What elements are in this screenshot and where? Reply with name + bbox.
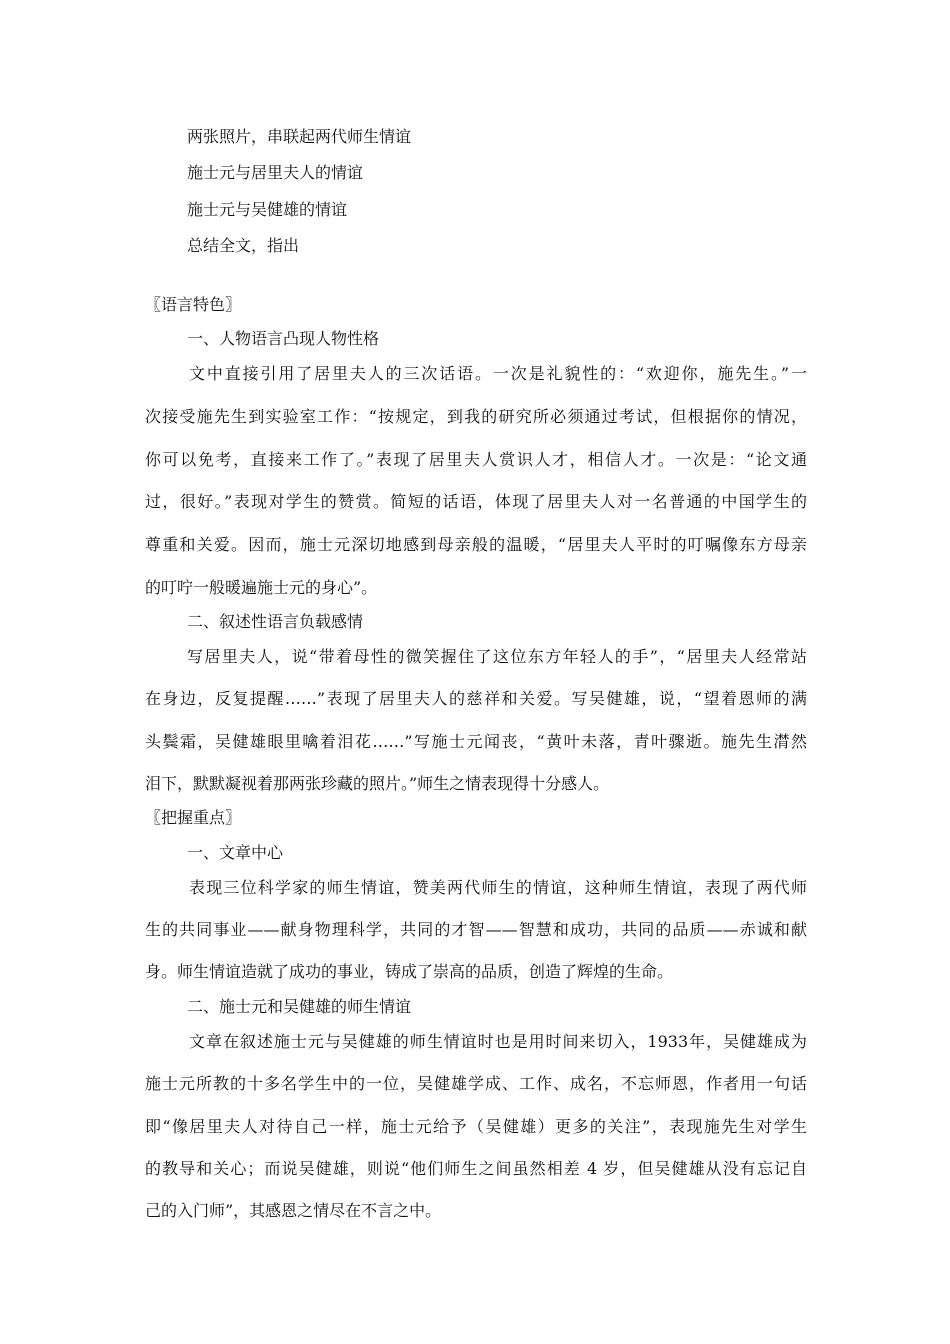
outline-line-1: 两张照片，串联起两代师生情谊 (187, 127, 412, 146)
paragraph-line: 尊重和关爱。因而，施士元深切地感到母亲般的温暖，“居里夫人平时的叮嘱像东方母亲 (145, 535, 807, 554)
paragraph-line: 即“像居里夫人对待自己一样，施士元给予（吴健雄）更多的关注”，表现施先生对学生 (145, 1117, 807, 1136)
paragraph-line: 次接受施先生到实验室工作：“按规定，到我的研究所必须通过考试，但根据你的情况， (145, 407, 807, 426)
section-heading-language: 〖语言特色〗 (145, 295, 242, 314)
paragraph-line: 泪下，默默凝视着那两张珍藏的照片。”师生之情表现得十分感人。 (145, 774, 610, 793)
paragraph-line: 在身边，反复提醒……”表现了居里夫人的慈祥和关爱。写吴健雄，说，“望着恩师的满 (145, 689, 807, 708)
paragraph-line: 文章在叙述施士元与吴健雄的师生情谊时也是用时间来切入，1933年，吴健雄成为 (189, 1032, 807, 1051)
subheading-teacher-student: 二、施士元和吴健雄的师生情谊 (187, 997, 412, 1016)
outline-line-3: 施士元与吴健雄的情谊 (187, 200, 348, 219)
paragraph-line: 生的共同事业——献身物理科学，共同的才智——智慧和成功，共同的品质——赤诚和献 (145, 920, 807, 939)
paragraph-line: 过，很好。”表现对学生的赞赏。简短的话语，体现了居里夫人对一名普通的中国学生的 (145, 492, 807, 511)
paragraph-line: 的叮咛一般暖遍施士元的身心”。 (145, 578, 378, 597)
paragraph-line: 己的入门师”，其感恩之情尽在不言之中。 (145, 1201, 442, 1220)
paragraph-line: 写居里夫人，说“带着母性的微笑握住了这位东方年轻人的手”，“居里夫人经常站 (187, 647, 807, 666)
subheading-character-language: 一、人物语言凸现人物性格 (187, 329, 380, 348)
section-heading-key-points: 〖把握重点〗 (145, 808, 242, 827)
paragraph-line: 文中直接引用了居里夫人的三次话语。一次是礼貌性的：“欢迎你，施先生。”一 (189, 364, 807, 383)
paragraph-line: 表现三位科学家的师生情谊，赞美两代师生的情谊，这种师生情谊，表现了两代师 (189, 878, 807, 897)
subheading-narrative-language: 二、叙述性语言负载感情 (187, 612, 364, 631)
outline-line-2: 施士元与居里夫人的情谊 (187, 163, 364, 182)
paragraph-line: 施士元所教的十多名学生中的一位，吴健雄学成、工作、成名，不忘师恩，作者用一句话 (145, 1074, 807, 1093)
outline-line-4: 总结全文，指出 (187, 236, 300, 255)
paragraph-line: 你可以免考，直接来工作了。”表现了居里夫人赏识人才，相信人才。一次是：“论文通 (145, 450, 807, 469)
subheading-article-center: 一、文章中心 (187, 843, 284, 862)
paragraph-line: 的教导和关心；而说吴健雄，则说“他们师生之间虽然相差 4 岁，但吴健雄从没有忘记自 (145, 1159, 807, 1178)
paragraph-line: 头鬓霜，吴健雄眼里噙着泪花……”写施士元闻丧，“黄叶未落，青叶骤逝。施先生潸然 (145, 732, 807, 751)
paragraph-line: 身。师生情谊造就了成功的事业，铸成了崇高的品质，创造了辉煌的生命。 (145, 962, 674, 981)
